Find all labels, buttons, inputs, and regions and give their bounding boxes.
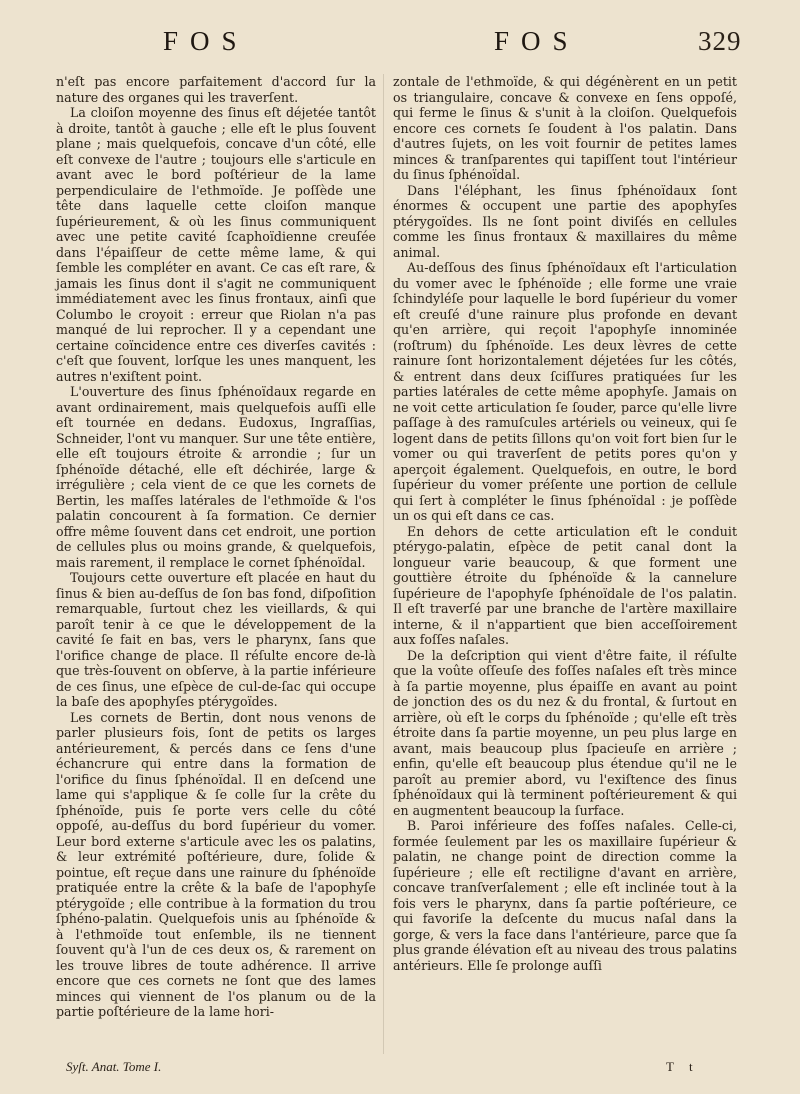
left-paragraph-3: L'ouverture des ſinus ſphénoïdaux regarde en avant ordinairement, mais quelquefois auſſi elle eſt tournée en dedans. Eudoxus, Ingraſſias, Schneider, l'ont vu manquer. Sur une tête entière, elle eſt toujours étroite & arrondie ; ſur un ſphénoïde détaché, elle eſt déchirée, large & irrégulière ; cela vient de ce que les cornets de Bertin, les maſſes latérales de l'ethmoïde & l'os palatin concourent à ſa formation. Ce dernier offre même ſouvent dans cet endroit, une portion de cellules plus ou moins grande, & quelquefois, mais rarement, il remplace le cornet ſphénoïdal. xyxy=(56,384,376,570)
right-paragraph-5: De la deſcription qui vient d'être faite, il réſulte que la voûte oſſeuſe des foſſes naſales eſt très mince à ſa partie moyenne, plus épaiſſe en avant au point de jonction des os du nez & du frontal, & ſurtout en arrière, où eſt le corps du ſphénoïde ; qu'elle eſt très étroite dans ſa partie moyenne, un peu plus large en avant, mais beaucoup plus ſpacieuſe en arrière ; enfin, qu'elle eſt beaucoup plus étendue qu'il ne le paroît au premier abord, vu l'exiſtence des ſinus ſphénoïdaux qui là terminent poſtérieurement & qui en augmentent beaucoup la ſurface. xyxy=(393,647,737,818)
page-footer xyxy=(56,1059,737,1081)
signature-mark-left: Syſt. Anat. Tome I. xyxy=(66,1059,162,1074)
left-column xyxy=(56,74,376,1020)
page-number: 329 xyxy=(698,26,742,56)
right-column xyxy=(393,74,737,973)
right-paragraph-3: Au-deſſous des ſinus ſphénoïdaux eſt l'articulation du vomer avec le ſphénoïde ; elle forme une vraie ſchindyléſe pour laquelle le bord ſupérieur du vomer eſt creuſé d'une rainure plus profonde en devant qu'en arrière, qui reçoit l'apophyſe innominée (roſtrum) du ſphénoïde. Les deux lèvres de cette rainure ſont horizontalement déjetées ſur les côtés, & entrent dans deux ſciſſures pratiquées ſur les parties latérales de cette même apophyſe. Jamais on ne voit cette articulation ſe ſouder, parce qu'elle livre paſſage à des ramuſcules artériels ou veineux, qui ſe logent dans de petits ſillons qu'on voit fort bien ſur le vomer ou qui traverſent de petits pores qu'on y aperçoit également. Quelquefois, en outre, le bord ſupérieur du vomer préſente une portion de cellule qui ſert à compléter le ſinus ſphénoïdal : je poſſède un os qui eſt dans ce cas. xyxy=(393,260,737,523)
right-paragraph-6: B. Paroi inférieure des foſſes naſales. Celle-ci, formée ſeulement par les os maxillaire ſupérieur & palatin, ne change point de direction comme la ſupérieure ; elle eſt rectiligne d'avant en arrière, concave tranſverſalement ; elle eſt inclinée tout à la fois vers le pharynx, dans ſa partie poſtérieure, ce qui favoriſe la deſcente du mucus naſal dans la gorge, & vers la face dans l'antérieure, parce que ſa plus grande élévation eſt au niveau des trous palatins antérieurs. Elle ſe prolonge auſſi xyxy=(393,818,737,973)
signature-mark-right: T t xyxy=(666,1059,699,1074)
running-head-right: FOS xyxy=(494,26,580,56)
left-paragraph-2: La cloiſon moyenne des ſinus eſt déjetée tantôt à droite, tantôt à gauche ; elle eſt le plus ſouvent plane ; mais quelquefois, concave d'un côté, elle eſt convexe de l'autre ; toujours elle s'articule en avant avec le bord poſtérieur de la lame perpendiculaire de l'ethmoïde. Je poſſède une tête dans laquelle cette cloiſon manque ſupérieurement, & où les ſinus communiquent avec une petite cavité ſcaphoïdienne creuſée dans l'épaiſſeur de cette même lame, & qui ſemble les compléter en avant. Ce cas eſt rare, & jamais les ſinus dont il s'agit ne communiquent immédiatement avec les ſinus frontaux, ainſi que Columbo le croyoit : erreur que Riolan n'a pas manqué de lui reprocher. Il y a cependant une certaine coïncidence entre ces diverſes cavités : c'eſt que ſouvent, lorſque les unes manquent, les autres n'exiſtent point. xyxy=(56,105,376,384)
running-head-left: FOS xyxy=(163,26,249,56)
right-paragraph-4: En dehors de cette articulation eſt le conduit ptérygo-palatin, eſpèce de petit canal dont la longueur varie beaucoup, & que forment une gouttière étroite du ſphénoïde & la cannelure ſupérieure de l'apophyſe ſphénoïdale de l'os palatin. Il eſt traverſé par une branche de l'artère maxillaire interne, & il n'appartient que bien acceſſoirement aux foſſes naſales. xyxy=(393,523,737,647)
column-divider xyxy=(383,74,384,1054)
left-paragraph-1: n'eſt pas encore parfaitement d'accord ſur la nature des organes qui les traverſent. xyxy=(56,74,376,105)
right-paragraph-2: Dans l'éléphant, les ſinus ſphénoïdaux ſont énormes & occupent une partie des apophyſes ptérygoïdes. Ils ne ſont point diviſés en cellules comme les ſinus frontaux & maxillaires du même animal. xyxy=(393,182,737,260)
left-paragraph-4: Toujours cette ouverture eſt placée en haut du ſinus & bien au-deſſus de ſon bas fond, diſpoſition remarquable, ſurtout chez les vieillards, & qui paroît tenir à ce que le développement de la cavité ſe fait en bas, vers le pharynx, ſans que l'orifice change de place. Il réſulte encore de-là que très-ſouvent on obſerve, à la partie inférieure de ces ſinus, une eſpèce de cul-de-ſac qui occupe la baſe des apophyſes ptérygoïdes. xyxy=(56,570,376,709)
page-header xyxy=(0,26,800,70)
left-paragraph-5: Les cornets de Bertin, dont nous venons de parler plusieurs fois, ſont de petits os larges antérieurement, & percés dans ce ſens d'une échancrure qui entre dans la formation de l'orifice du ſinus ſphénoïdal. Il en deſcend une lame qui s'applique & ſe colle ſur la crête du ſphénoïde, puis ſe porte vers celle du côté oppoſé, au-deſſus du bord ſupérieur du vomer. Leur bord externe s'articule avec les os palatins, & leur extrémité poſtérieure, dure, ſolide & pointue, eſt reçue dans une rainure du ſphénoïde pratiquée entre la crête & la baſe de l'apophyſe ptérygoïde ; elle contribue à la formation du trou ſphéno-palatin. Quelquefois unis au ſphénoïde & à l'ethmoïde tout enſemble, ils ne tiennent ſouvent qu'à l'un de ces deux os, & rarement on les trouve libres de toute adhérence. Il arrive encore que ces cornets ne ſont que des lames minces qui viennent de l'os planum ou de la partie poſtérieure de la lame hori- xyxy=(56,709,376,1019)
right-paragraph-1: zontale de l'ethmoïde, & qui dégénèrent en un petit os triangulaire, concave & convexe en ſens oppoſé, qui ferme le ſinus & s'unit à la cloiſon. Quelquefois encore ces cornets ſe ſoudent à l'os palatin. Dans d'autres ſujets, on les voit fournir de petites lames minces & tranſparentes qui tapiſſent tout l'intérieur du ſinus ſphénoïdal. xyxy=(393,74,737,182)
